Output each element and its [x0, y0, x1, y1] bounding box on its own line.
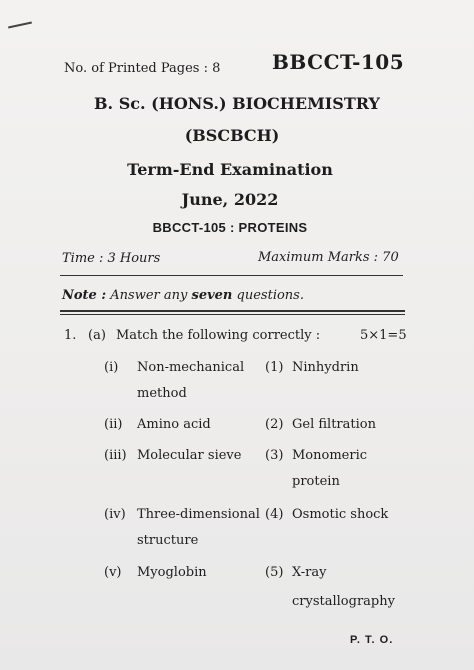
- right-item-text: Gel filtration: [292, 417, 376, 432]
- divider-double-top: [60, 310, 405, 312]
- maximum-marks: Maximum Marks : 70: [258, 250, 399, 265]
- course-title: BBCCT-105 : PROTEINS: [152, 220, 308, 235]
- question-number: 1.: [64, 328, 77, 343]
- please-turn-over: P. T. O.: [350, 634, 394, 646]
- instructions-note: [62, 288, 304, 303]
- note-label: Note :: [62, 288, 107, 303]
- divider-double-bottom: [60, 314, 405, 315]
- left-item-number: (iii): [104, 448, 127, 463]
- divider-line: [60, 275, 403, 276]
- right-item-number: (1): [265, 360, 284, 375]
- right-item-text: crystallography: [292, 594, 395, 609]
- left-item-text: Molecular sieve: [137, 448, 242, 463]
- right-item-number: (3): [265, 448, 284, 463]
- program-title: B. Sc. (HONS.) BIOCHEMISTRY: [94, 94, 380, 113]
- left-item-text: Non-mechanical: [137, 360, 245, 375]
- left-item-text: Amino acid: [137, 417, 211, 432]
- exam-title: Term-End Examination: [127, 160, 333, 179]
- paper-code: BBCCT-105: [272, 50, 405, 74]
- right-item-text: X-ray: [292, 565, 327, 580]
- question-text: Match the following correctly :: [116, 328, 321, 343]
- right-item-text: Osmotic shock: [292, 507, 389, 522]
- left-item-number: (v): [104, 565, 122, 580]
- question-part: (a): [88, 328, 106, 343]
- left-item-number: (ii): [104, 417, 123, 432]
- right-item-text: Monomeric: [292, 448, 368, 463]
- right-item-number: (2): [265, 417, 284, 432]
- right-item-number: (5): [265, 565, 284, 580]
- left-item-text: Myoglobin: [137, 565, 207, 580]
- right-item-number: (4): [265, 507, 284, 522]
- note-emphasis: seven: [191, 288, 233, 303]
- left-item-text: method: [137, 386, 187, 401]
- right-item-text: protein: [292, 474, 340, 489]
- right-item-text: Ninhydrin: [292, 360, 359, 375]
- question-marks: 5×1=5: [360, 328, 407, 343]
- time-allowed: Time : 3 Hours: [62, 251, 161, 266]
- left-item-text: Three-dimensional: [137, 507, 260, 522]
- program-code: (BSCBCH): [184, 126, 280, 145]
- left-item-number: (iv): [104, 507, 126, 522]
- printed-pages-count: No. of Printed Pages : 8: [64, 61, 221, 76]
- exam-date: June, 2022: [181, 190, 279, 209]
- left-item-number: (i): [104, 360, 119, 375]
- note-text-before: Answer any: [110, 288, 188, 303]
- pen-mark: [8, 22, 32, 29]
- note-text-after: questions.: [236, 288, 304, 303]
- left-item-text: structure: [137, 533, 199, 548]
